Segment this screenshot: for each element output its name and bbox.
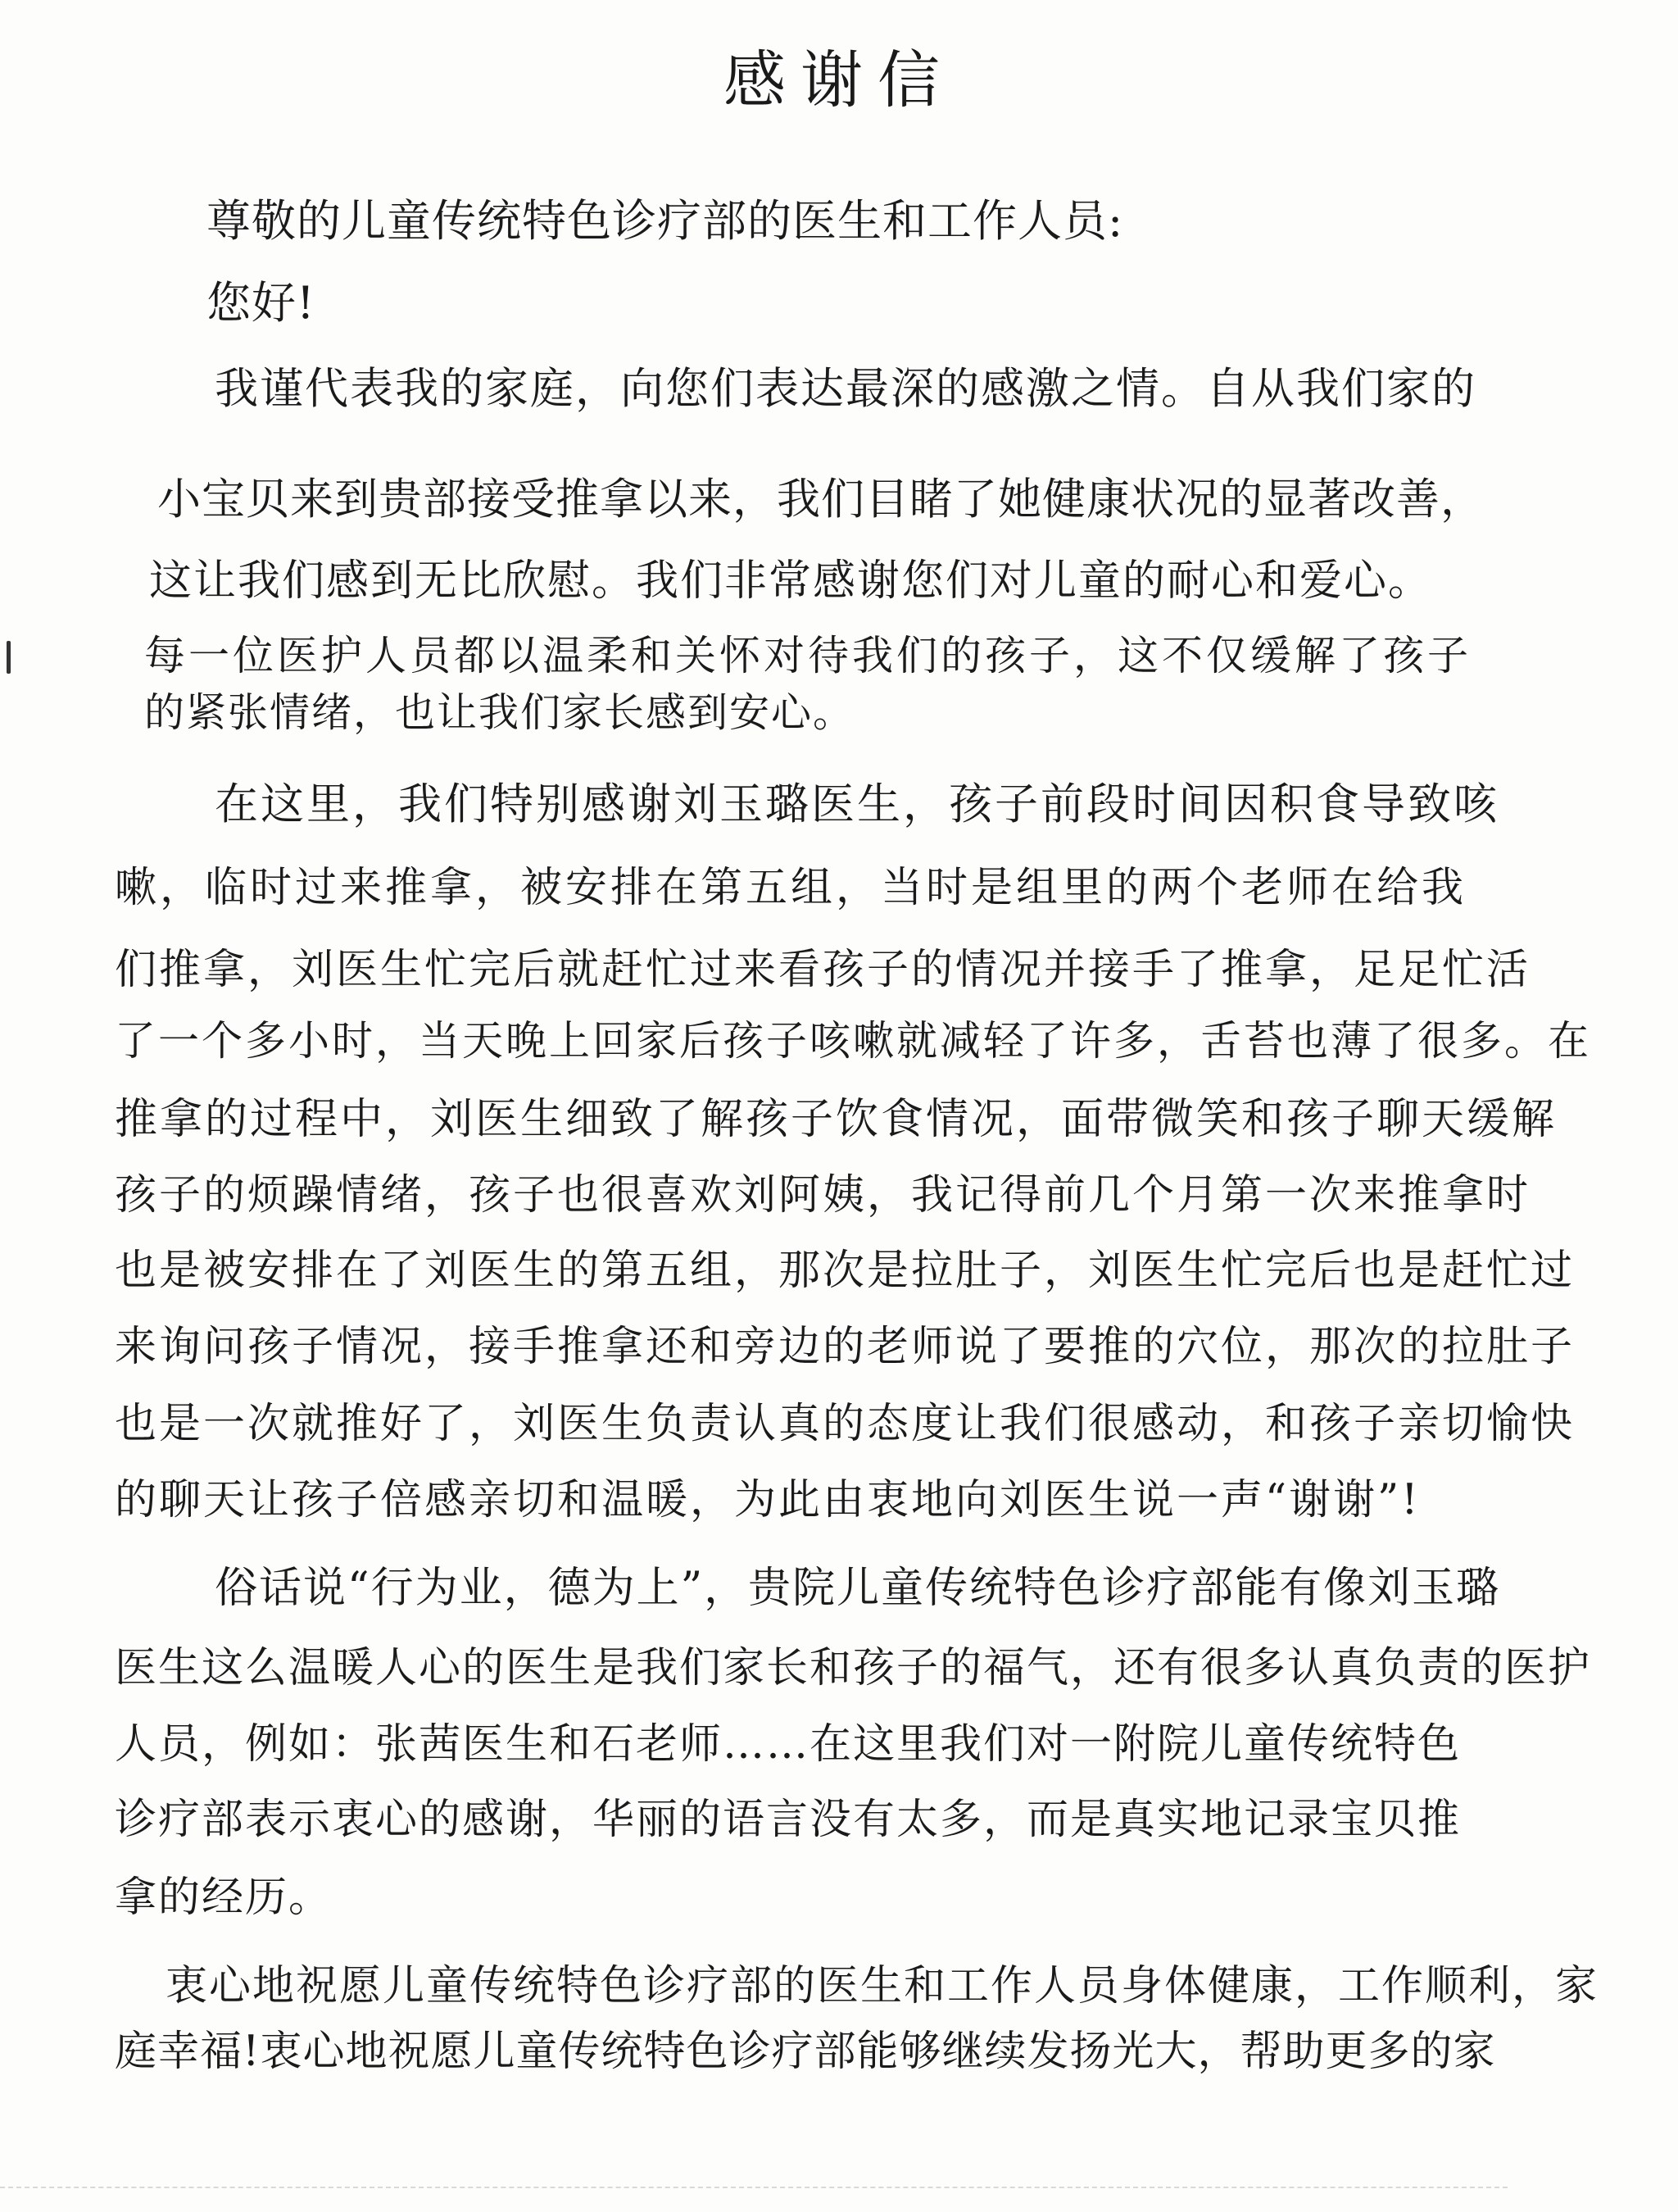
paragraph-line: 在这里，我们特别感谢刘玉璐医生，孩子前段时间因积食导致咳: [215, 779, 1499, 829]
paragraph-line: 也是被安排在了刘医生的第五组，那次是拉肚子，刘医生忙完后也是赶忙过: [115, 1247, 1576, 1295]
paragraph-line: 衷心地祝愿儿童传统特色诊疗部的医生和工作人员身体健康，工作顺利，家: [166, 1962, 1599, 2010]
paragraph-line: 每一位医护人员都以温柔和关怀对待我们的孩子，这不仅缓解了孩子: [144, 632, 1472, 679]
paragraph-line: 医生这么温暖人心的医生是我们家长和孩子的福气，还有很多认真负责的医护: [115, 1644, 1592, 1692]
paragraph-line: 我谨代表我的家庭，向您们表达最深的感激之情。自从我们家的: [215, 364, 1476, 414]
paragraph-line: 孩子的烦躁情绪，孩子也很喜欢刘阿姨，我记得前几个月第一次来推拿时: [115, 1171, 1531, 1220]
margin-mark: [7, 641, 11, 674]
paragraph-line: 们推拿，刘医生忙完后就赶忙过来看孩子的情况并接手了推拿，足足忙活: [115, 946, 1531, 994]
letter-title: 感谢信: [723, 43, 955, 116]
paragraph-line: 小宝贝来到贵部接受推拿以来，我们目睹了她健康状况的显著改善，: [157, 475, 1485, 525]
page-bottom-edge: [0, 2187, 1508, 2188]
paragraph-line: 嗽，临时过来推拿，被安排在第五组，当时是组里的两个老师在给我: [115, 864, 1467, 912]
paragraph-line: 的紧张情绪，也让我们家长感到安心。: [144, 689, 855, 736]
paragraph-line: 俗话说“行为业，德为上”，贵院儿童传统特色诊疗部能有像刘玉璐: [215, 1564, 1501, 1613]
paragraph-line: 这让我们感到无比欣慰。我们非常感谢您们对儿童的耐心和爱心。: [149, 556, 1433, 606]
paragraph-line: 推拿的过程中，刘医生细致了解孩子饮食情况，面带微笑和孩子聊天缓解: [115, 1095, 1558, 1144]
letter-salutation: 尊敬的儿童传统特色诊疗部的医生和工作人员:: [206, 195, 1124, 247]
letter-greeting: 您好!: [206, 277, 315, 329]
paragraph-line: 拿的经历。: [115, 1874, 333, 1922]
paragraph-line: 人员，例如：张茜医生和石老师……在这里我们对一附院儿童传统特色: [115, 1720, 1462, 1769]
paragraph-line: 了一个多小时，当天晚上回家后孩子咳嗽就减轻了许多，舌苔也薄了很多。在: [115, 1017, 1591, 1065]
paragraph-line: 来询问孩子情况，接手推拿还和旁边的老师说了要推的穴位，那次的拉肚子: [115, 1323, 1576, 1371]
paragraph-line: 的聊天让孩子倍感亲切和温暖，为此由衷地向刘医生说一声“谢谢”!: [115, 1476, 1421, 1524]
paragraph-line: 诊疗部表示衷心的感谢，华丽的语言没有太多，而是真实地记录宝贝推: [115, 1796, 1462, 1844]
paragraph-line: 庭幸福!衷心地祝愿儿童传统特色诊疗部能够继续发扬光大，帮助更多的家: [115, 2028, 1496, 2076]
paragraph-line: 也是一次就推好了，刘医生负责认真的态度让我们很感动，和孩子亲切愉快: [115, 1400, 1576, 1448]
